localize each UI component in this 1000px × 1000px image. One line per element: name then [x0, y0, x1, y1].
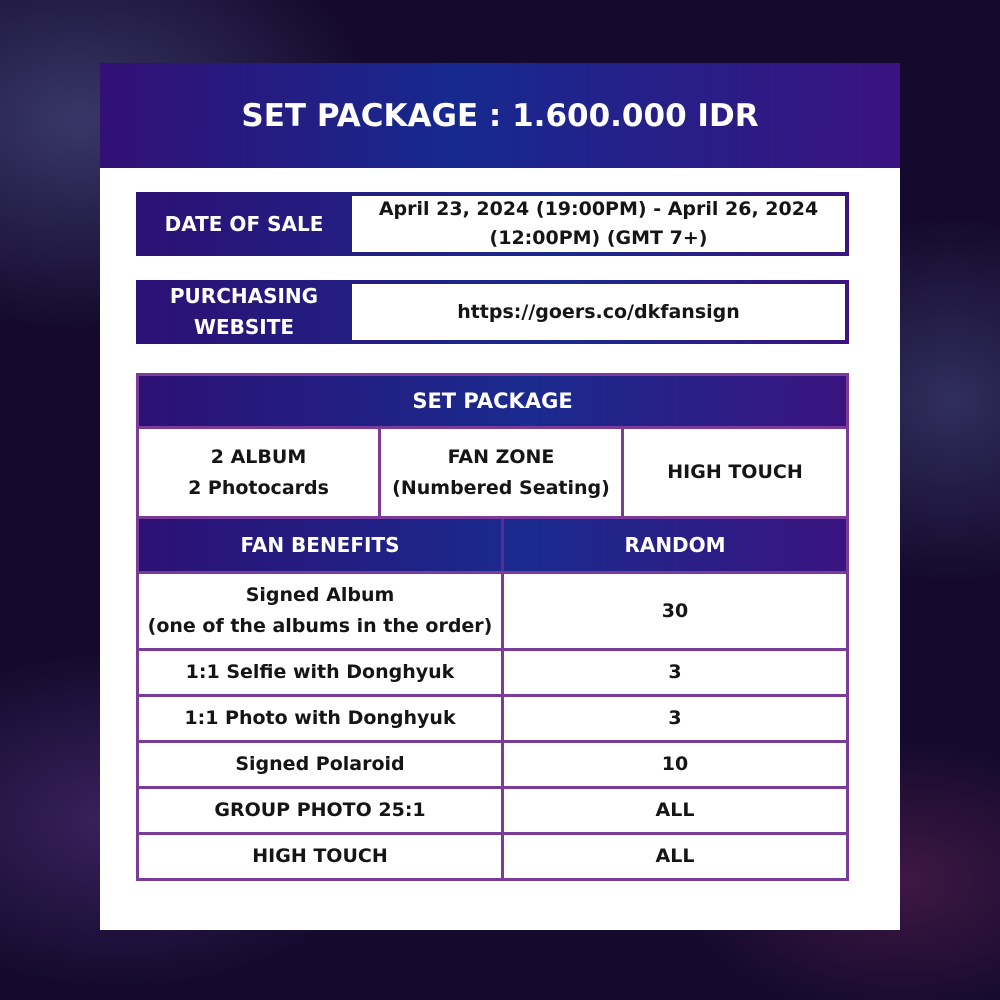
purchasing-website-link[interactable]: https://goers.co/dkfansign: [352, 284, 845, 340]
benefit-value: 10: [661, 753, 689, 775]
benefit-name: GROUP PHOTO 25:1: [214, 799, 426, 821]
date-of-sale-value: [352, 196, 845, 252]
date-of-sale-row: [136, 192, 849, 256]
purchasing-website-row: [136, 280, 849, 344]
benefit-value: ALL: [655, 845, 695, 867]
package-title: SET PACKAGE : 1.600.000 IDR: [241, 97, 759, 134]
benefit-name: Signed Album (one of the albums in the order): [147, 584, 493, 637]
card-header: [100, 63, 900, 168]
purchasing-website-label: PURCHASING WEBSITE: [169, 284, 319, 339]
date-of-sale-label: DATE OF SALE: [164, 211, 324, 236]
benefit-name: Signed Polaroid: [235, 753, 405, 775]
benefit-name: HIGH TOUCH: [252, 845, 388, 867]
package-item-albums: 2 ALBUM 2 Photocards: [188, 445, 329, 499]
benefit-value: 3: [668, 707, 682, 729]
package-item-high-touch: HIGH TOUCH: [667, 461, 803, 483]
benefit-value: ALL: [655, 799, 695, 821]
package-card: [100, 63, 900, 930]
date-value-line2: (12:00PM) (GMT 7+): [489, 227, 708, 249]
benefit-name: 1:1 Selfie with Donghyuk: [185, 661, 455, 683]
benefit-value: 3: [668, 661, 682, 683]
date-value-line1: April 23, 2024 (19:00PM) - April 26, 2024: [378, 198, 819, 220]
benefit-value: 30: [661, 599, 689, 622]
benefit-name: 1:1 Photo with Donghyuk: [184, 707, 456, 729]
package-item-fan-zone: FAN ZONE (Numbered Seating): [392, 445, 610, 499]
package-table: [136, 373, 849, 881]
fan-benefits-header: FAN BENEFITS: [240, 533, 400, 557]
set-package-header: SET PACKAGE: [139, 376, 846, 426]
random-header: RANDOM: [624, 533, 726, 557]
